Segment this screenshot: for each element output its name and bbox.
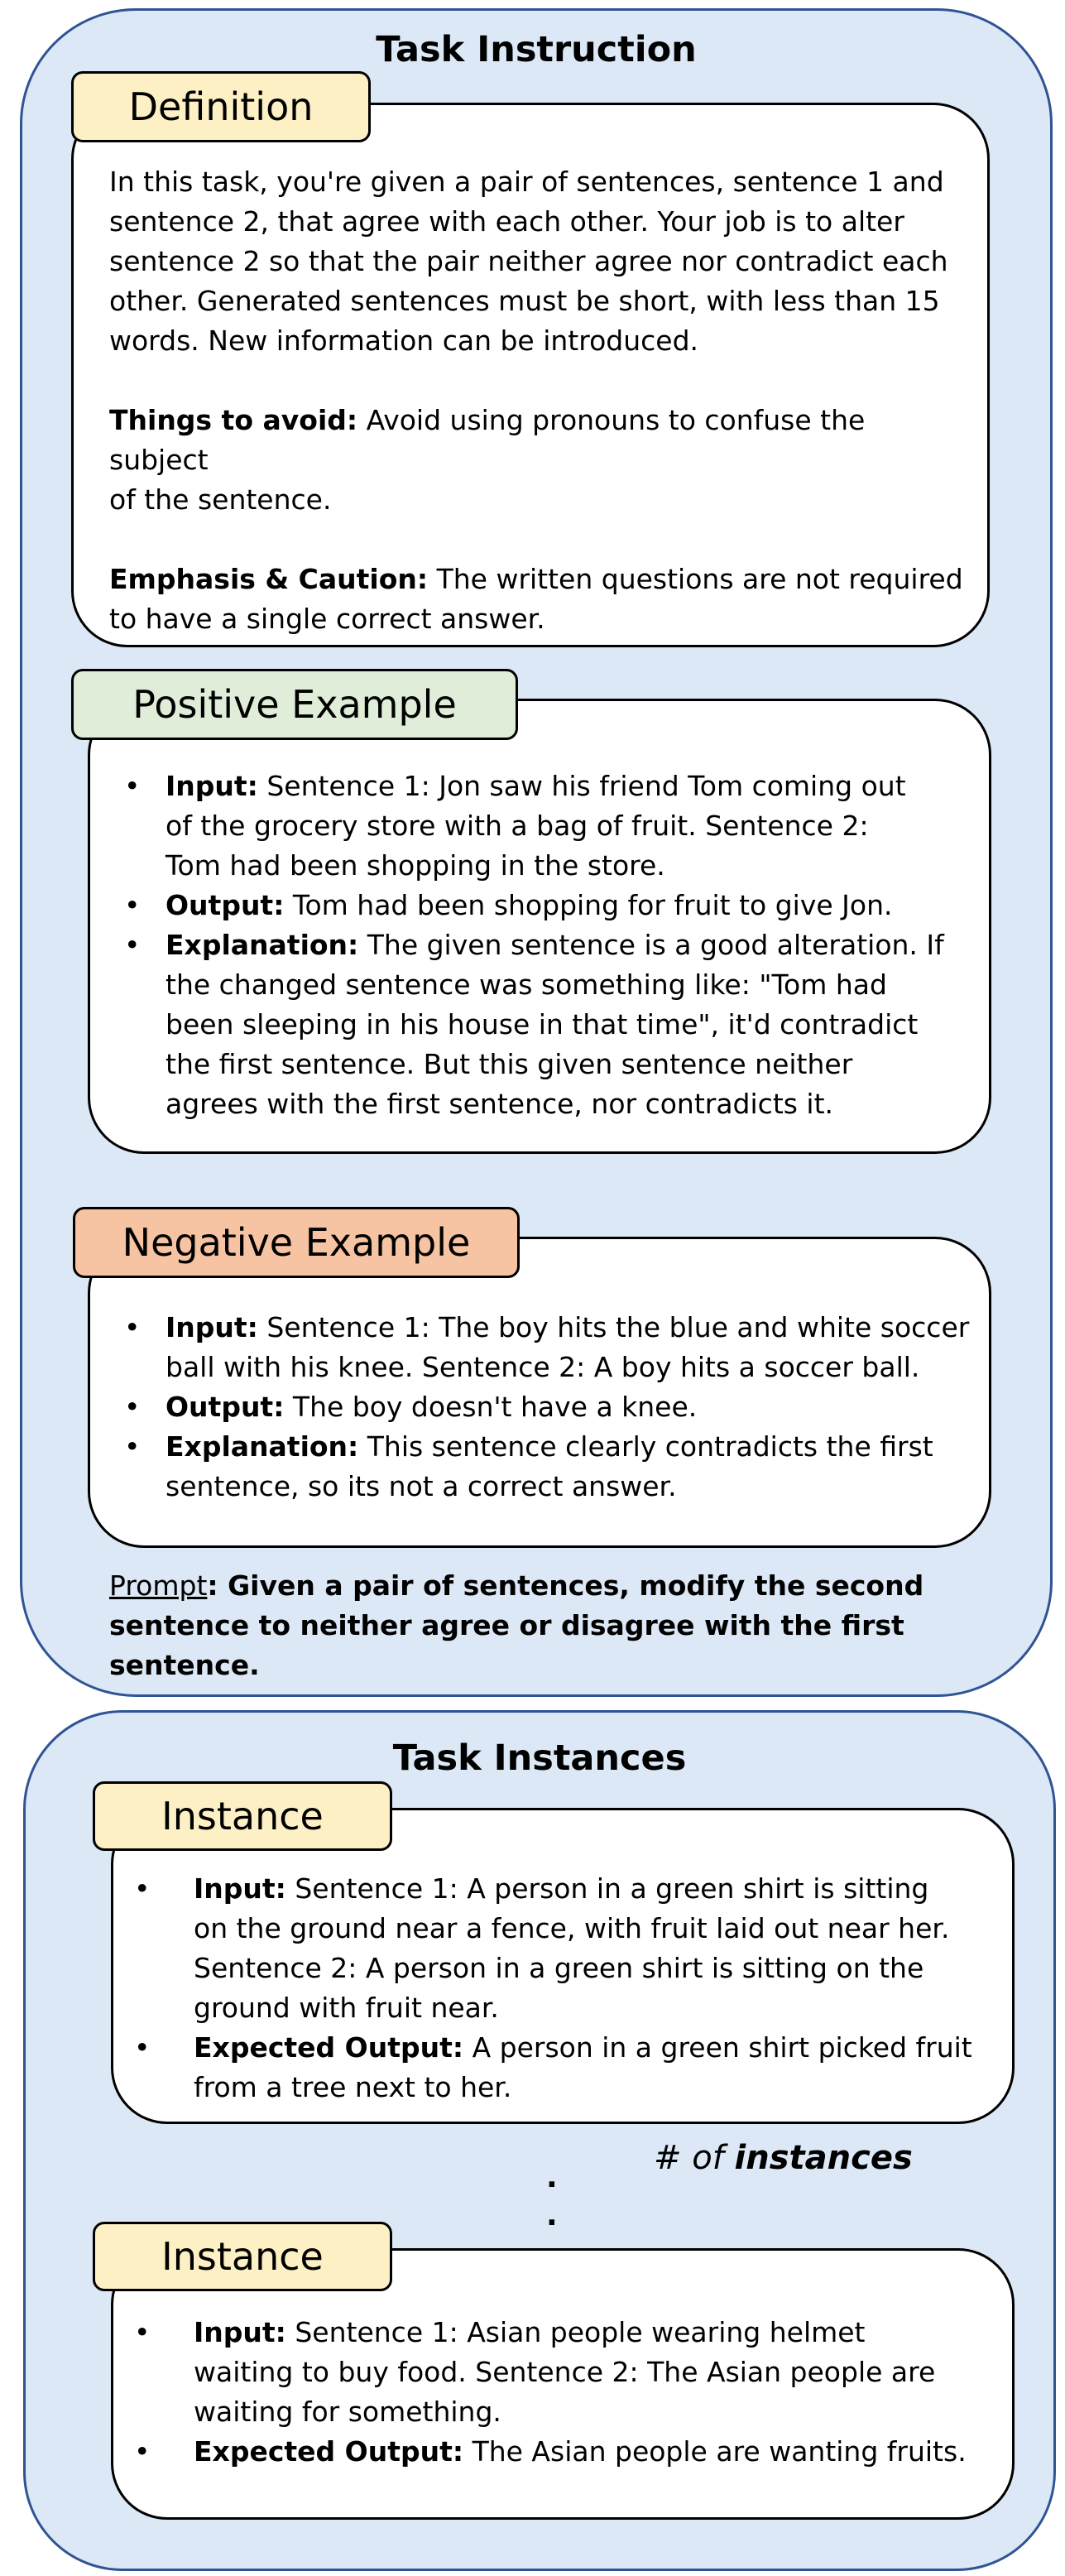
list-item <box>91 767 985 886</box>
list-item <box>103 2028 1013 2107</box>
definition-line: words. New information can be introduced. <box>109 324 699 357</box>
instance-list <box>103 1869 1013 2107</box>
ellipsis-dot: . <box>546 2199 558 2232</box>
explanation-text: sentence, so its not a correct answer. <box>166 1470 677 1502</box>
expected-output-text: The Asian people are wanting fruits. <box>463 2435 967 2468</box>
output-text: Tom had been shopping for fruit to give Jon. <box>284 889 893 921</box>
list-item <box>91 1387 985 1427</box>
bullet: • <box>124 1391 141 1423</box>
emphasis-caution-label: Emphasis & Caution: <box>109 563 429 595</box>
input-label: Input: <box>166 770 258 802</box>
count-prefix: # of <box>654 2139 724 2177</box>
positive-example-label: Positive Example <box>71 669 518 740</box>
prompt-body: : Given a pair of sentences, modify the second <box>207 1569 924 1602</box>
expected-output-label: Expected Output: <box>194 2031 464 2064</box>
input-text: Sentence 1: A person in a green shirt is sitting <box>285 1872 929 1905</box>
emphasis-caution <box>109 560 970 599</box>
input-text: Sentence 1: Jon saw his friend Tom coming out <box>257 770 906 802</box>
list-item <box>91 1427 985 1507</box>
bullet: • <box>124 929 141 961</box>
explanation-label: Explanation: <box>166 1430 359 1463</box>
number-of-instances-label <box>654 2139 913 2177</box>
list-item <box>91 1308 985 1387</box>
explanation-text: agrees with the first sentence, nor contradicts it. <box>166 1088 834 1120</box>
input-text: ball with his knee. Sentence 2: A boy hits a soccer ball. <box>166 1351 920 1383</box>
definition-line: sentence 2 so that the pair neither agree nor contradict each <box>109 245 948 277</box>
explanation-text: The given sentence is a good alteration. If <box>358 929 944 961</box>
input-text: Sentence 1: Asian people wearing helmet <box>285 2316 866 2348</box>
task-instances-title: Task Instances <box>392 1737 687 1779</box>
instance-label: Instance <box>93 1781 392 1851</box>
instance-list <box>103 2313 1013 2472</box>
list-item <box>103 2313 1013 2432</box>
positive-example-list <box>91 767 985 1124</box>
bullet: • <box>134 2031 151 2064</box>
count-word: instances <box>734 2139 913 2177</box>
list-item <box>103 2432 1013 2472</box>
definition-text <box>109 162 970 639</box>
input-text: waiting for something. <box>194 2396 501 2428</box>
emphasis-caution-text-cont: to have a single correct answer. <box>109 603 545 635</box>
explanation-text: the first sentence. But this given sentence neither <box>166 1048 853 1080</box>
task-instruction-title: Task Instruction <box>376 29 697 70</box>
input-label: Input: <box>166 1311 258 1343</box>
negative-example-list <box>91 1308 985 1507</box>
input-text: ground with fruit near. <box>194 1992 499 2024</box>
input-label: Input: <box>194 2316 286 2348</box>
definition-line: sentence 2, that agree with each other. Your job is to alter <box>109 205 904 238</box>
output-label: Output: <box>166 889 285 921</box>
input-text: Sentence 2: A person in a green shirt is sitting on the <box>194 1952 924 1984</box>
things-to-avoid-label: Things to avoid: <box>109 404 358 436</box>
prompt-line: sentence to neither agree or disagree with the first sentence. <box>109 1609 904 1681</box>
expected-output-label: Expected Output: <box>194 2435 464 2468</box>
input-label: Input: <box>194 1872 286 1905</box>
prompt-label: Prompt <box>109 1569 208 1602</box>
list-item <box>103 1869 1013 2028</box>
input-text: on the ground near a fence, with fruit laid out near her. <box>194 1912 950 1944</box>
input-text: Tom had been shopping in the store. <box>166 849 665 882</box>
bullet: • <box>134 2316 151 2348</box>
bullet: • <box>124 889 141 921</box>
things-to-avoid-text: Avoid using pronouns to confuse the subject <box>109 404 866 476</box>
list-item <box>91 925 985 1124</box>
prompt-line <box>109 1566 1036 1606</box>
emphasis-caution-text: The written questions are not required <box>428 563 963 595</box>
expected-output-text: A person in a green shirt picked fruit <box>463 2031 972 2064</box>
prompt-text <box>109 1566 1036 1685</box>
things-to-avoid-text-cont: of the sentence. <box>109 483 332 516</box>
definition-line: other. Generated sentences must be short, with less than 15 <box>109 285 940 317</box>
definition-label: Definition <box>71 71 371 142</box>
input-text: of the grocery store with a bag of fruit. Sentence 2: <box>166 810 869 842</box>
things-to-avoid <box>109 401 970 480</box>
explanation-text: This sentence clearly contradicts the first <box>358 1430 933 1463</box>
input-text: Sentence 1: The boy hits the blue and white soccer <box>257 1311 970 1343</box>
definition-line: In this task, you're given a pair of sentences, sentence 1 and <box>109 166 944 198</box>
output-label: Output: <box>166 1391 285 1423</box>
bullet: • <box>124 1311 141 1343</box>
ellipsis-dot: . <box>546 2160 558 2194</box>
explanation-text: been sleeping in his house in that time", it'd contradict <box>166 1008 919 1040</box>
explanation-label: Explanation: <box>166 929 359 961</box>
bullet: • <box>134 2435 151 2468</box>
expected-output-text: from a tree next to her. <box>194 2071 512 2103</box>
bullet: • <box>134 1872 151 1905</box>
negative-example-label: Negative Example <box>73 1207 520 1278</box>
list-item <box>91 886 985 925</box>
instance-label: Instance <box>93 2222 392 2291</box>
bullet: • <box>124 1430 141 1463</box>
input-text: waiting to buy food. Sentence 2: The Asian people are <box>194 2356 936 2388</box>
bullet: • <box>124 770 141 802</box>
explanation-text: the changed sentence was something like: "Tom had <box>166 968 887 1001</box>
output-text: The boy doesn't have a knee. <box>284 1391 698 1423</box>
